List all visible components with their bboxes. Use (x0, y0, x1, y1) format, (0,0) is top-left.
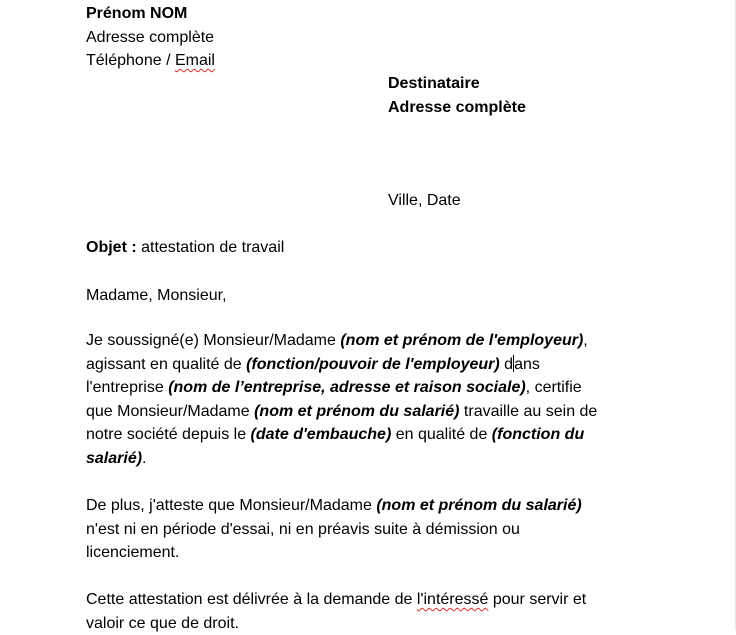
sender-block (86, 2, 215, 73)
spellcheck-word: l'intéressé (417, 591, 489, 608)
subject-text: attestation de travail (137, 239, 285, 256)
greeting: Madame, Monsieur, (86, 284, 227, 308)
paragraph-line: licenciement. (86, 541, 582, 565)
placeholder-employee-function: (fonction du (492, 426, 584, 443)
paragraph-line: que Monsieur/Madame (nom et prénom du salarié) travaille au sein de (86, 400, 597, 424)
placeholder-employee-name: (nom et prénom du salarié) (254, 403, 459, 420)
sender-email: Email (175, 52, 215, 69)
paragraph-line: Cette attestation est délivrée à la demande de l'intéressé pour servir et (86, 588, 586, 612)
placeholder-company: (nom de l’entreprise, adresse et raison sociale) (168, 379, 525, 396)
recipient-block (388, 72, 526, 119)
sender-contact (86, 49, 215, 73)
paragraph-line: l'entreprise (nom de l’entreprise, adresse et raison sociale), certifie (86, 376, 597, 400)
subject-line (86, 236, 284, 260)
recipient-address: Adresse complète (388, 96, 526, 120)
paragraph-certification (86, 329, 597, 470)
subject-label: Objet : (86, 239, 137, 256)
placeholder-employer-function: (fonction/pouvoir de l'employeur) (246, 356, 500, 373)
paragraph-status (86, 494, 582, 565)
sender-name: Prénom NOM (86, 2, 215, 26)
placeholder-hire-date: (date d'embauche) (251, 426, 392, 443)
paragraph-line: De plus, j'atteste que Monsieur/Madame (nom et prénom du salarié) (86, 494, 582, 518)
place-date: Ville, Date (388, 189, 461, 213)
sender-phone: Téléphone / (86, 52, 175, 69)
recipient-name: Destinataire (388, 72, 526, 96)
paragraph-line: n'est ni en période d'essai, ni en préavis suite à démission ou (86, 518, 582, 542)
paragraph-line: notre société depuis le (date d'embauche) en qualité de (fonction du (86, 423, 597, 447)
paragraph-line: valoir ce que de droit. (86, 612, 586, 635)
paragraph-line: salarié). (86, 447, 597, 471)
sender-address: Adresse complète (86, 26, 215, 50)
placeholder-employer-name: (nom et prénom de l'employeur) (340, 332, 583, 349)
placeholder-employee-name: (nom et prénom du salarié) (376, 497, 581, 514)
paragraph-line: agissant en qualité de (fonction/pouvoir de l'employeur) dans (86, 353, 597, 377)
paragraph-line: Je soussigné(e) Monsieur/Madame (nom et prénom de l'employeur), (86, 329, 597, 353)
paragraph-closing (86, 588, 586, 635)
